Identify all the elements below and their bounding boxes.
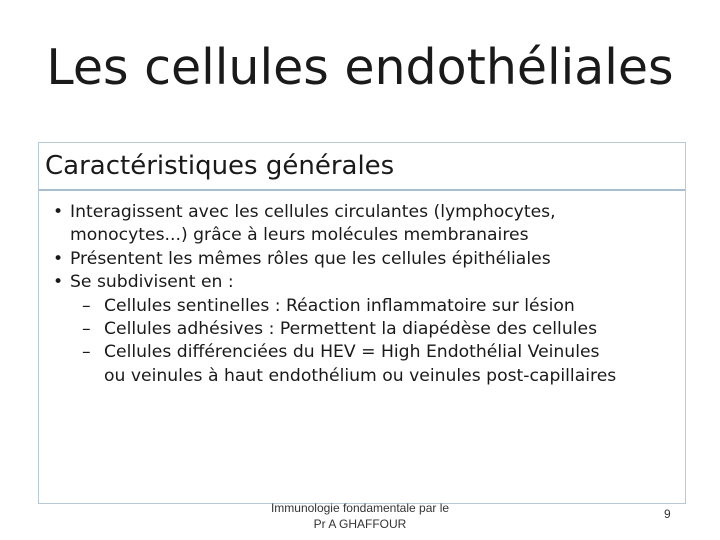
bullet-item — [39, 201, 685, 248]
page-number: 9 — [664, 507, 671, 521]
slide-footer — [240, 500, 480, 532]
bullet-list — [39, 201, 685, 388]
sub-bullet-marker: – — [82, 342, 91, 363]
content-box — [38, 142, 686, 504]
bullet-text-line: Interagissent avec les cellules circulantes (lymphocytes, — [70, 202, 556, 222]
sub-bullet-marker: – — [82, 319, 91, 340]
bullet-item — [39, 248, 685, 271]
sub-bullet-item — [39, 318, 685, 341]
footer-line-1: Immunologie fondamentale par le — [270, 501, 450, 515]
sub-bullet-item — [39, 341, 685, 388]
bullet-marker: • — [53, 202, 64, 222]
bullet-item — [39, 271, 685, 294]
bullet-marker: • — [53, 272, 64, 293]
sub-bullet-item — [39, 295, 685, 318]
sub-bullet-text-line: Cellules adhésives : Permettent la diapédèse des cellules — [104, 319, 598, 340]
slide-title: Les cellules endothéliales — [46, 39, 674, 96]
sub-bullet-text-line: Cellules différenciées du HEV = High Endothélial Veinules — [104, 342, 600, 363]
sub-bullet-text-line: Cellules sentinelles : Réaction inflammatoire sur lésion — [104, 295, 575, 316]
bullet-text-line: monocytes...) grâce à leurs molécules membranaires — [70, 225, 529, 246]
sub-bullet-marker: – — [82, 295, 91, 316]
sub-bullet-text-line: ou veinules à haut endothélium ou veinules post-capillaires — [104, 365, 617, 386]
bullet-text-line: Présentent les mêmes rôles que les cellules épithéliales — [70, 248, 551, 269]
bullet-marker: • — [53, 248, 64, 269]
section-header-text: Caractéristiques générales — [45, 151, 395, 181]
footer-line-2: Pr A GHAFFOUR — [313, 517, 407, 531]
bullet-text-line: Se subdivisent en : — [70, 272, 234, 293]
section-header — [39, 143, 685, 191]
